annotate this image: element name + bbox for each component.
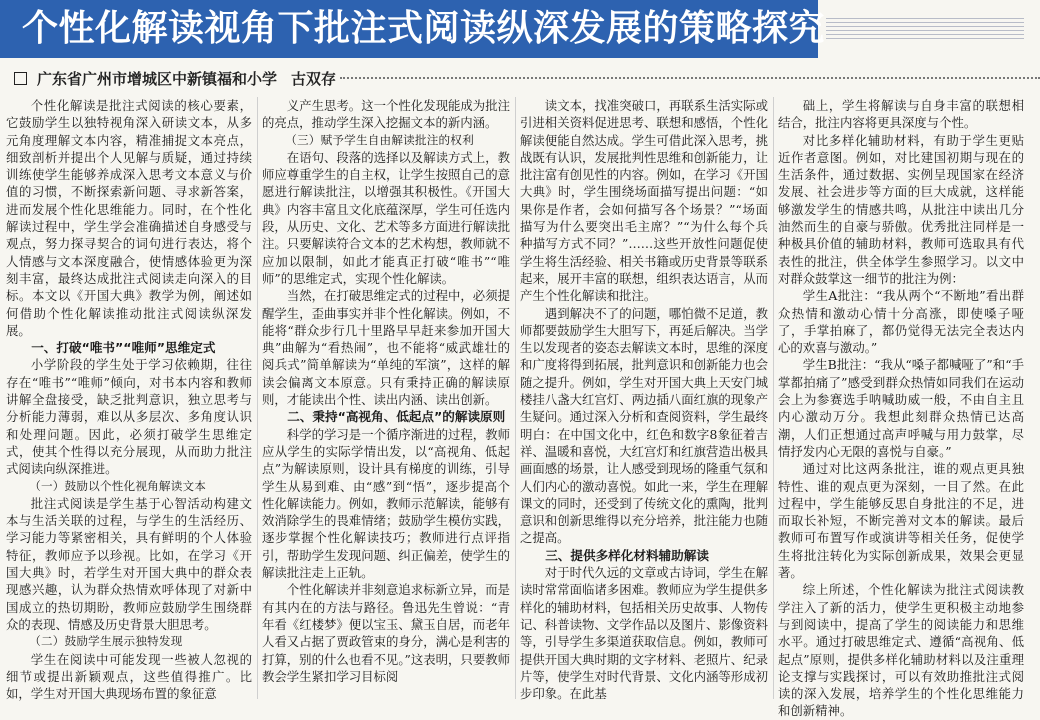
- square-bullet-icon: [14, 72, 27, 85]
- dotted-rule: [340, 77, 1040, 81]
- paragraph: 对比多样化辅助材料，有助于学生更贴近作者意图。例如，对比建国初期与现在的生活条件，通过数据、实例呈现国家在经济发展、社会进步等方面的巨大成就，这样能够激发学生的情感共鸣，从批注中读出几分油然而生的自豪与骄傲。优秀批注同样是一种极具价值的辅助材料，教师可选取具有代表性的批注，供全体学生参照学习。以文中对群众鼓掌这一细节的批注为例：: [778, 132, 1024, 286]
- column-divider: [257, 97, 258, 699]
- paragraph: 批注式阅读是学生基于心智活动构建文本与生活关联的过程，与学生的生活经历、学习能力等紧密相关，具有鲜明的个人体验特征，教师应予以珍视。比如，在学习《开国大典》时，若学生对开国大典中的群众表现感兴趣，认为群众热情欢呼体现了对新中国成立的热切期盼，教师应鼓励学生围绕群众的表现、情感及历史背景大胆思考。: [6, 495, 252, 632]
- paragraph: 个性化解读是批注式阅读的核心要素，它鼓励学生以独特视角深入研读文本，从多元角度理解文本内容，精准捕捉文本亮点，细致剖析并提出个人见解与质疑，通过持续训练使学生能够养成深入思考文本意义与价值的习惯，不断探索新问题、寻求新答案，进而发展个性化思维能力。同时，在个性化解读过程中，学生学会准确描述自身感受与观点，努力探寻契合的词句进行表达，将个人情感与文本深度融合，使情感体验更为深刻丰富，最终达成批注式阅读走向深入的目标。本文以《开国大典》教学为例，阐述如何借助个性化解读推动批注式阅读纵深发展。: [6, 98, 252, 338]
- column-divider: [773, 97, 774, 699]
- section-heading: 二、秉持“高视角、低起点”的解读原则: [287, 409, 506, 425]
- paragraph: 在语句、段落的选择以及解读方式上，教师应尊重学生的自主权，让学生按照自己的意愿进行解读批注，以增强其积极性。《开国大典》内容丰富且文化底蕴深厚，学生可任选内段，从历史、文化、艺术等多方面进行解读批注。只要解读符合文本的艺术构想，教师就不应加以限制，如此才能真正打破“唯书”“唯师”的思维定式，实现个性化解读。: [262, 149, 510, 286]
- paragraph: 学生A批注：“我从两个“不断地”看出群众热情和激动心情十分高涨，即使嗓子哑了，手掌拍麻了，都仍觉得无法完全表达内心的欢喜与激动。”: [778, 288, 1024, 356]
- paragraph: 对于时代久远的文章或古诗词，学生在解读时常常面临诸多困难。教师应为学生提供多样化的辅助材料，包括相关历史故事、人物传记、科普读物、文学作品以及图片、影像资料等，引导学生多渠道获取信息。例如，教师可提供开国大典时期的文字材料、老照片、纪录片等，使学生对时代背景、文化内涵等形成初步印象。在此基: [520, 565, 768, 702]
- column-1: [6, 97, 252, 702]
- paragraph: 义产生思考。这一个性化发现能成为批注的亮点，推动学生深入挖掘文本的新内涵。: [262, 98, 510, 131]
- paragraph: 综上所述，个性化解读为批注式阅读教学注入了新的活力，使学生更积极主动地参与到阅读中，提高了学生的阅读能力和思维水平。通过打破思维定式、遵循“高视角、低起点”原则，提供多样化辅助材料以及注重理论支撑与实践探讨，可以有效助推批注式阅读的深入发展，培养学生的个性化思维能力和创新精神。: [778, 582, 1024, 719]
- paragraph: 学生B批注：“我从“嗓子都喊哑了”和“手掌都拍痛了”感受到群众热情如同我们在运动会上为参赛选手呐喊助威一般，不由自主且内心激动万分。我想此刻群众热情已达高潮，人们正想通过高声呼喊与用力鼓掌，尽情抒发内心无限的喜悦与自豪。”: [778, 357, 1024, 459]
- subsection-heading: （二）鼓励学生展示独特发现: [29, 634, 183, 649]
- paragraph: 础上，学生将解读与自身丰富的联想相结合，批注内容将更具深度与个性。: [778, 98, 1024, 131]
- column-3: [520, 97, 768, 702]
- column-2: [262, 97, 510, 699]
- decorative-rule: [826, 18, 1024, 40]
- paragraph: 小学阶段的学生处于学习依赖期，往往存在“唯书”“唯师”倾向，对书本内容和教师讲解全盘接受，缺乏批判意识，独立思考与分析能力薄弱，难以从多层次、多角度认识和处理问题。因此，必须打破学生思维定式，使其个性得以充分展现，从而助力批注式阅读向纵深推进。: [6, 357, 252, 477]
- paragraph: 通过对比这两条批注，谁的观点更具独特性、谁的观点更为深刻，一目了然。在此过程中，学生能够反思自身批注的不足，进而取长补短，不断完善对文本的解读。最后教师可布置写作或演讲等相关任务，促使学生将批注转化为实际创新成果，效果会更显著。: [778, 461, 1024, 581]
- column-divider: [515, 97, 516, 699]
- article-title: 个性化解读视角下批注式阅读纵深发展的策略探究: [22, 8, 826, 49]
- paragraph: 遇到解决不了的问题，哪怕微不足道，教师都要鼓励学生大胆写下，再延后解决。当学生以发现者的姿态去解读文本时，思维的深度和广度将得到拓展，批判意识和创新能力也会随之提升。例如，学生对开国大典上天安门城楼挂八盏大红宫灯、两边插八面红旗的现象产生疑问。通过深入分析和查阅资料，学生最终明白：在中国文化中，红色和数字8象征着吉祥、温暖和喜悦，大红宫灯和红旗营造出极具画面感的场景，让人感受到现场的隆重气氛和人们内心的激动喜悦。如此一来，学生在理解课文的同时，还受到了传统文化的熏陶，批判意识和创新思维得以充分培养，批注能力也随之提高。: [520, 305, 768, 546]
- subsection-heading: （三）赋予学生自由解读批注的权利: [285, 132, 474, 147]
- subsection-heading: （一）鼓励以个性化视角解读文本: [29, 478, 207, 493]
- paragraph: 科学的学习是一个循序渐进的过程，教师应从学生的实际学情出发，以“高视角、低起点”为解读原则，设计具有梯度的训练，引导学生从易到难、由“感”到“悟”，逐步提高个性化解读能力。例如，教师示范解读，能够有效消除学生的畏难情绪；鼓励学生模仿实践，逐步掌握个性化解读技巧；教师进行点评指引，帮助学生发现问题、纠正偏差，使学生的解读批注走上正轨。: [262, 426, 510, 581]
- paragraph: 学生在阅读中可能发现一些被人忽视的细节或提出新颖观点，这些值得推广。比如，学生对开国大典现场布置的象征意: [6, 651, 252, 702]
- column-4: [778, 97, 1024, 719]
- section-heading: 一、打破“唯书”“唯师”思维定式: [31, 340, 216, 356]
- section-heading: 三、提供多样化材料辅助解读: [545, 547, 709, 563]
- author-name: 古双存: [291, 70, 337, 88]
- author-affiliation: 广东省广州市增城区中新镇福和小学: [37, 70, 278, 88]
- byline: [14, 68, 1024, 90]
- paragraph: 个性化解读并非刻意追求标新立异，而是有其内在的方法与路径。鲁迅先生曾说：“青年看《红楼梦》便以宝玉、黛玉自居，而老年人看又占据了贾政管束的身分，满心是利害的打算，别的什么也看不见。”这表明，只要教师教会学生紧扣学习目标阅: [262, 582, 510, 684]
- paragraph: 当然，在打破思维定式的过程中，必须提醒学生，歪曲事实并非个性化解读。例如，不能将“群众步行几十里路早早赶来参加开国大典”曲解为“看热闹”，也不能将“威武雄壮的阅兵式”简单解读为“单纯的军演”，这样的解读会偏离文本原意。只有秉持正确的解读原则，才能读出个性、读出内涵、读出创新。: [262, 288, 510, 408]
- headline-banner: [0, 0, 826, 58]
- paragraph: 读文本，找准突破口，再联系生活实际或引进相关资料促进思考、联想和感悟，个性化解读便能自然达成。学生可借此深入思考，挑战既有认识，发展批判性思维和创新能力，让批注富有创见性的内容。例如，在学习《开国大典》时，学生围绕场面描写提出问题：“如果你是作者，会如何描写各个场景？”“场面描写为什么要突出毛主席？”“为什么每个兵种描写方式不同？”……这些开放性问题促使学生将生活经验、相关书籍或历史背景等联系起来，展开丰富的联想，组织表达语言，从而产生个性化解读和批注。: [520, 98, 768, 304]
